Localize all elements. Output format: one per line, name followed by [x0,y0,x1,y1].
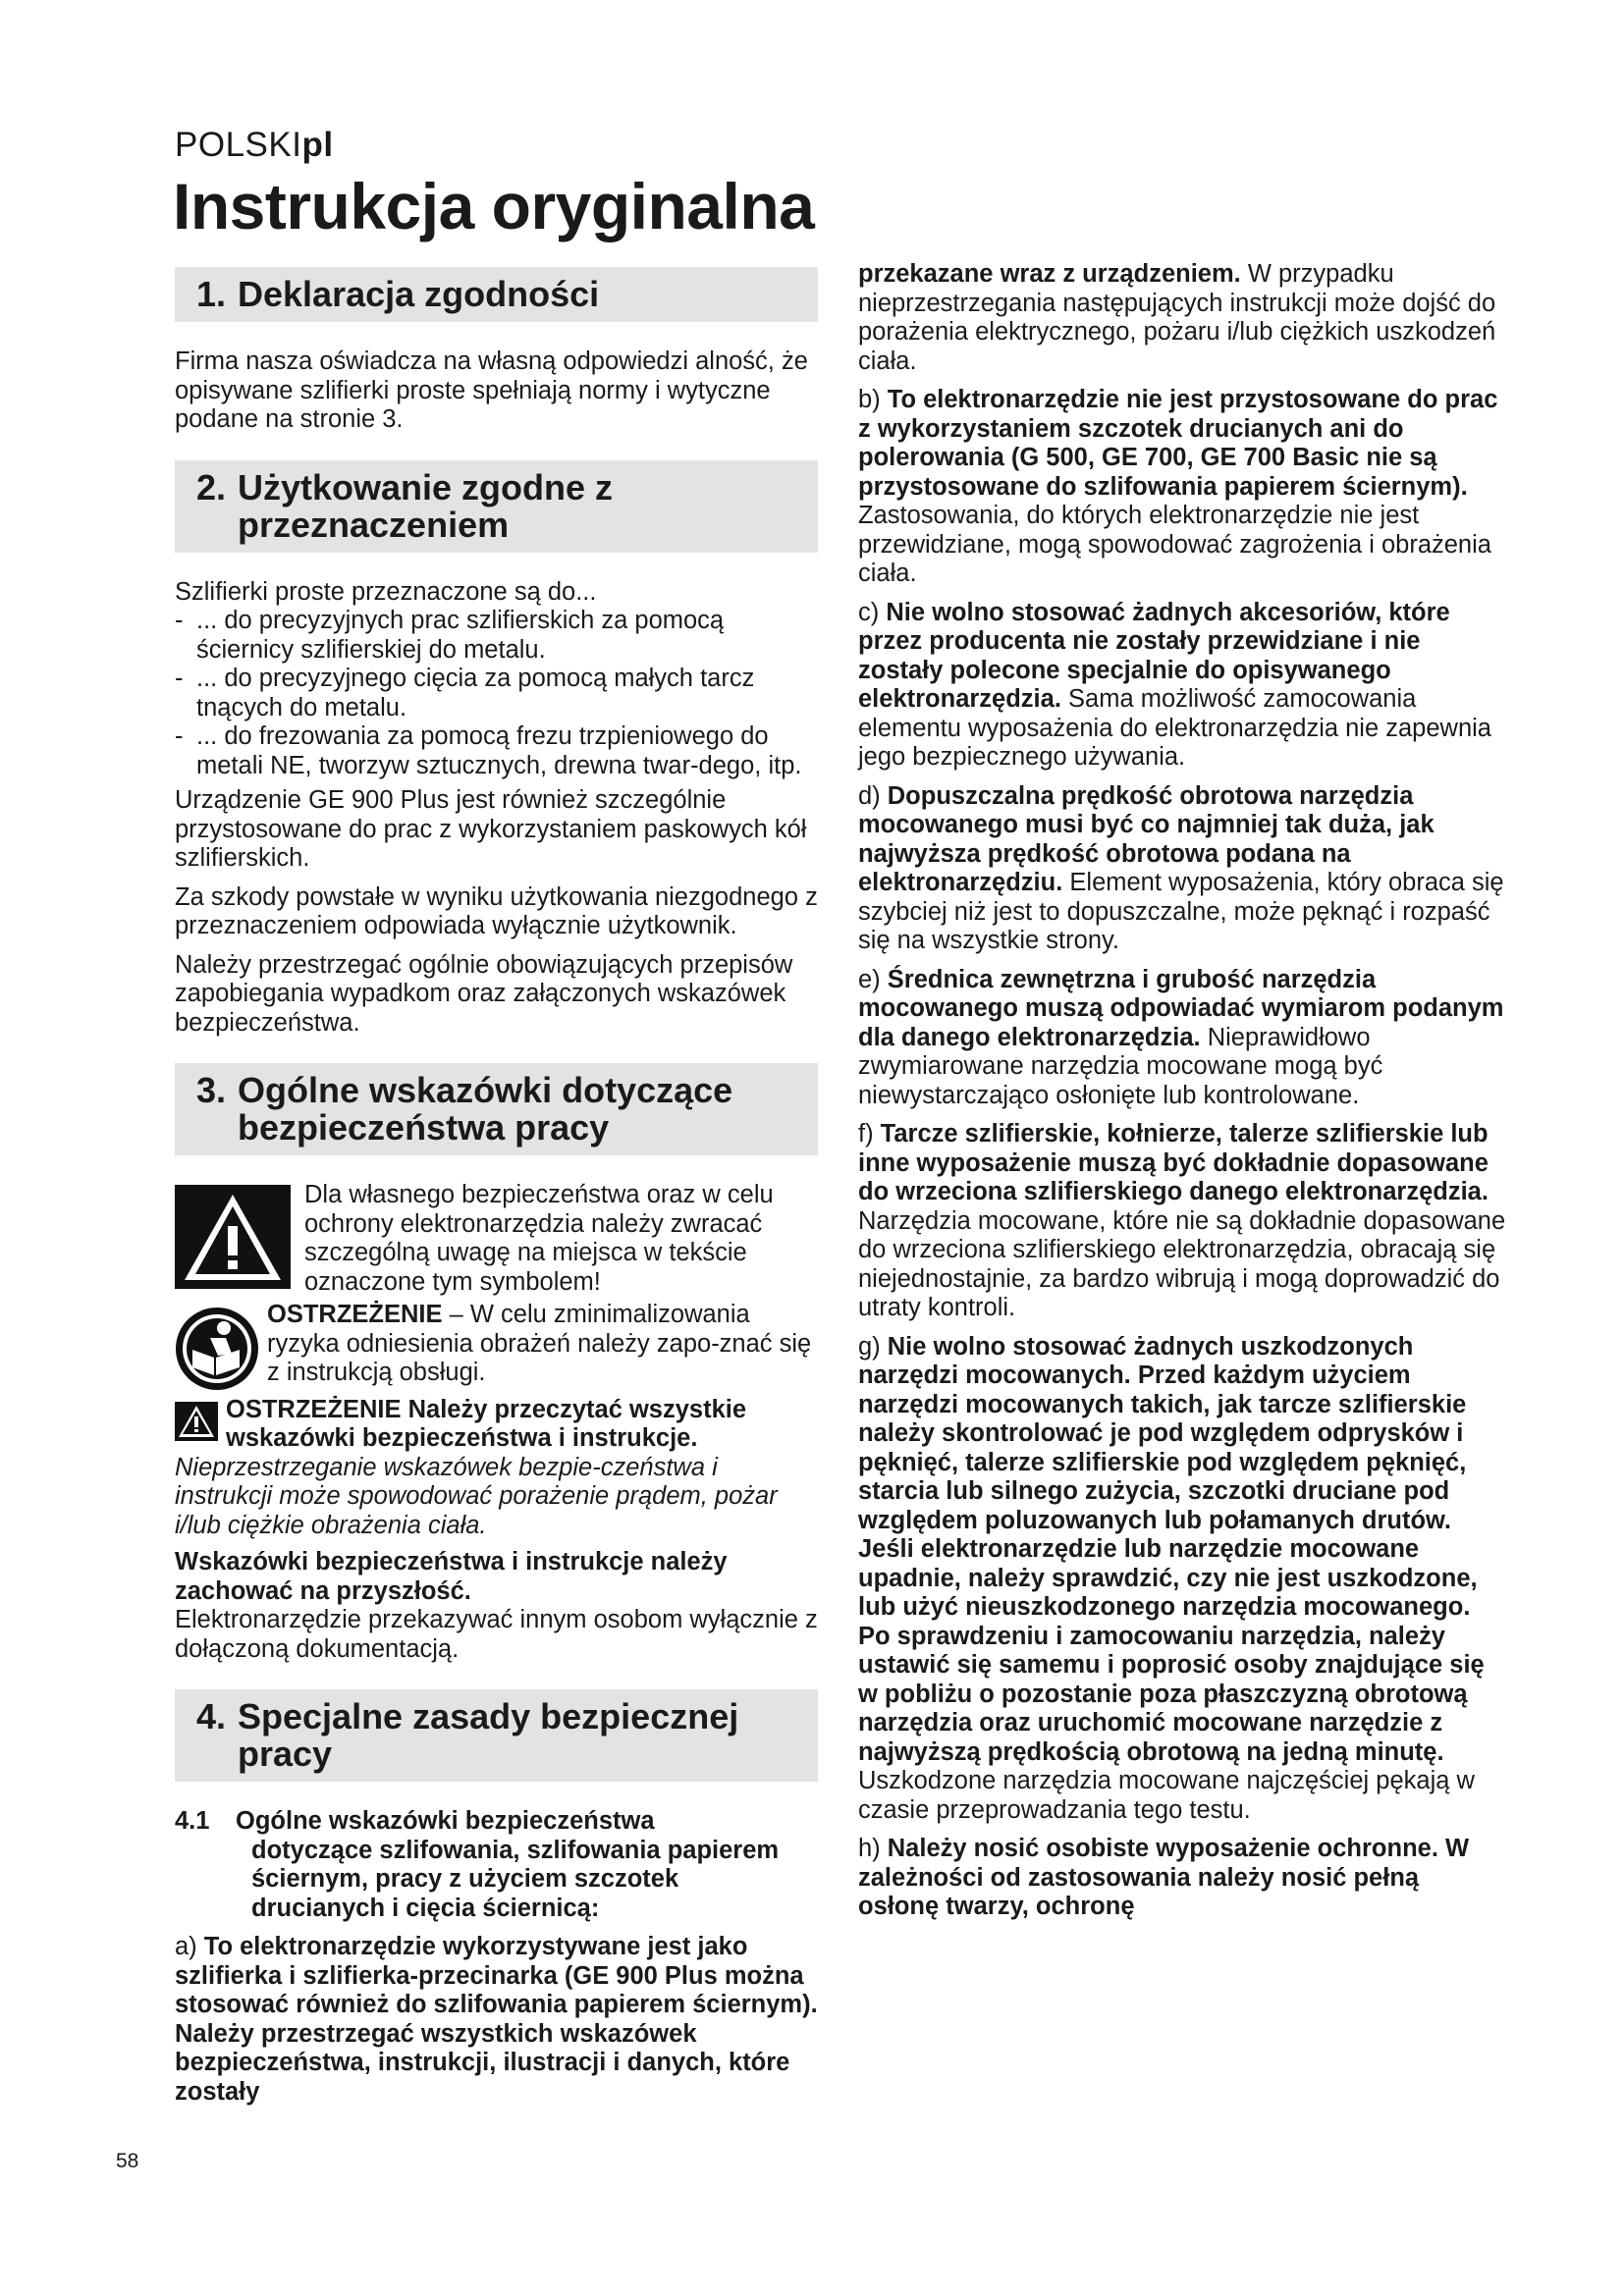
list-item-text: - ... do precyzyjnego cięcia za pomocą małych tarcz tnących do metalu. [196,665,755,721]
rule-a [175,1933,818,2107]
read-manual-warning [175,1301,818,1388]
rule-a-continued [858,260,1506,376]
section-title-continued: przeznaczeniem [238,504,510,545]
page-number: 58 [116,2150,139,2172]
warning-triangle-icon [175,1185,291,1297]
list-item [175,665,818,722]
rule-bold-text: Tarcze szlifierskie, kołnierze, talerze szlifierskie lub inne wyposażenie muszą być dokładnie dopasowane do wrzeciona szlifierskiego danego elektronarzędzia. [858,1120,1489,1205]
warning-bold-text: OSTRZEŻENIE Należy przeczytać wszystkie wskazówki bezpieczeństwa i instrukcje. [226,1395,747,1452]
rule-bold-text: Nie wolno stosować żadnych akcesoriów, które przez producenta nie zostały przewidziane i nie zostały polecone specjalnie do opisywanego elektronarzędzia. [858,598,1450,713]
rule-text: W przypadku nieprzestrzegania następujących instrukcji może dojść do porażenia elektrycznego, pożaru i/lub ciężkich uszkodzeń ciała. [858,260,1496,375]
section-number: 2. [196,466,227,507]
list-item [175,607,818,665]
section-title: Deklaracja zgodności [238,274,600,314]
subsection-title: Ogólne wskazówki bezpieczeństwa [236,1807,655,1835]
rule-bold-text: Dopuszczalna prędkość obrotowa narzędzia mocowanego musi być co najmniej tak duża, jak najwyższa prędkość obrotowa podana na elektronarzędziu. [858,781,1435,896]
rule-bold-text: To elektronarzędzie wykorzystywane jest jako szlifierka i szlifierka-przecinarka (GE 900 Plus można stosować również do szlifowania papierem ściernym). Należy przestrzegać wszystkich wskazówek bezpieczeństwa, instrukcji, ilustracji i danych, które zostały [175,1933,818,2106]
section-title: Specjalne zasady bezpiecznej [238,1696,739,1736]
rule-label: b) [858,386,888,413]
rule-bold-text: To elektronarzędzie nie jest przystosowane do prac z wykorzystaniem szczotek drucianych ani do polerowania (G 500, GE 700, GE 700 Basic nie są przystosowane do szlifowania papierem ściernym). [858,386,1498,501]
intended-use-intro: Szlifierki proste przeznaczone są do... [175,577,597,606]
read-manual-text [267,1301,818,1388]
language-code: pl [301,126,334,164]
warning-text: – W celu zminimalizowania ryzyka odniesienia obrażeń należy zapo-znać się z instrukcją obsługi. [267,1301,812,1386]
rule-label: f) [858,1120,881,1148]
rule-f [858,1120,1506,1323]
rule-g [858,1333,1506,1826]
warning-triangle-small-icon [175,1402,218,1449]
subsection-4-1-heading [175,1807,818,1923]
rule-text: Sama możliwość zamocowania elementu wyposażenia do elektronarzędzia nie zapewnia jego bezpiecznego używania. [858,685,1491,771]
section-1-heading [175,267,818,322]
rule-label: h) [858,1835,888,1862]
language-label [175,126,334,165]
list-item-text: - ... do precyzyjnych prac szlifierskich za pomocą ściernicy szlifierskiej do metalu. [196,607,725,664]
section-2-heading [175,460,818,553]
rule-text: Nieprawidłowo zwymiarowane narzędzia mocowane mogą być niewystarczająco osłonięte lub kontrolowane. [858,1023,1383,1109]
warning-label: OSTRZEŻENIE [267,1301,443,1328]
rule-label: e) [858,965,888,993]
read-manual-icon [175,1307,259,1399]
section-title-continued: bezpieczeństwa pracy [238,1107,610,1148]
section-number: 3. [196,1070,227,1110]
paragraph: Urządzenie GE 900 Plus jest również szczególnie przystosowane do prac z wykorzystaniem paskowych kół szlifierskich. [175,786,807,872]
language-name: POLSKI [175,126,302,164]
left-column [175,267,818,2116]
section-4-heading [175,1689,818,1782]
keep-instructions [175,1548,818,1664]
rule-text: Narzędzia mocowane, które nie są dokładnie dopasowane do wrzeciona szlifierskiego elektronarzędzia, obracają się niejednostajnie, za bardzo wibrują i mogą doprowadzić do utraty kontroli. [858,1206,1506,1321]
section-title: Użytkowanie zgodne z [238,466,614,507]
declaration-text: Firma nasza oświadcza na własną odpowiedzi alność, że opisywane szlifierki proste spełniają normy i wytyczne podane na stronie 3. [175,347,808,433]
rule-label: g) [858,1332,888,1361]
rule-label: a) [175,1933,204,1960]
rule-e [858,966,1506,1111]
section-3-heading [175,1063,818,1155]
section-number: 1. [196,274,227,314]
warning-italic-text: Nieprzestrzeganie wskazówek bezpie-czeństwa i instrukcji może spowodować porażenie prądem, pożar i/lub ciężkie obrażenia ciała. [175,1453,778,1539]
rule-b [858,386,1506,589]
keep-instructions-text: Elektronarzędzie przekazywać innym osobom wyłącznie z dołączoną dokumentacją. [175,1606,818,1663]
rule-label: d) [858,781,888,810]
rule-c [858,599,1506,773]
rule-bold-text: Średnica zewnętrzna i grubość narzędzia mocowanego muszą odpowiadać wymiarom podanym dla danego elektronarzędzia. [858,965,1504,1051]
right-column [858,260,1506,1932]
rule-bold-text: Nie wolno stosować żadnych uszkodzonych narzędzi mocowanych. Przed każdym użyciem narzędzi mocowanych takich, jak tarcze szlifierskie należy skontrolować je pod względem odprysków i pęknięć, talerze szlifierskie pod względem pęknięć, starcia lub silnego zużycia, szczotki druciane pod względem poluzowanych lub połamanych drutów. Jeśli elektronarzędzie lub narzędzie mocowane upadnie, należy sprawdzić, czy nie jest uszkodzone, lub użyć nieuszkodzonego narzędzia mocowanego. Po sprawdzeniu i zamocowaniu narzędzia, należy ustawić się samemu i poprosić osoby znajdujące się w pobliżu o pozostanie poza płaszczyzną obrotową narzędzia oraz uruchomić mocowane narzędzie z najwyższą prędkością obrotową na jedną minutę. [858,1332,1485,1766]
warning-symbol-note [175,1181,818,1297]
subsection-number: 4.1 [175,1807,210,1835]
rule-text: Zastosowania, do których elektronarzędzie nie jest przewidziane, mogą spowodować zagrożenia i obrażenia ciała. [858,502,1491,587]
section-title-continued: pracy [238,1734,333,1774]
keep-instructions-bold: Wskazówki bezpieczeństwa i instrukcje należy zachować na przyszłość. [175,1548,728,1605]
read-instructions-warning [175,1396,818,1541]
rule-text: Uszkodzone narzędzia mocowane najczęściej pękają w czasie przeprowadzania tego testu. [858,1767,1475,1824]
rule-d [858,782,1506,956]
rule-bold-text: Należy nosić osobiste wyposażenie ochronne. W zależności od zastosowania należy nosić pełną osłonę twarzy, ochronę [858,1835,1470,1920]
rule-h [858,1835,1506,1922]
list-item-text: - ... do frezowania za pomocą frezu trzpieniowego do metali NE, tworzyw sztucznych, drewna twar-dego, itp. [196,722,802,779]
section-title: Ogólne wskazówki dotyczące [238,1070,733,1110]
subsection-title-continued: dotyczące szlifowania, szlifowania papierem ściernym, pracy z użyciem szczotek drucianych i cięcia ściernicą: [251,1836,780,1922]
rule-bold-text: przekazane wraz z urządzeniem. [858,260,1241,288]
page-title: Instrukcja oryginalna [173,170,815,242]
rule-label: c) [858,598,887,626]
paragraph: Za szkody powstałe w wyniku użytkowania niezgodnego z przeznaczeniem odpowiada wyłącznie użytkownik. [175,882,818,939]
list-item [175,722,818,780]
intended-use-list [175,607,818,780]
warning-symbol-text: Dla własnego bezpieczeństwa oraz w celu ochrony elektronarzędzia należy zwracać szczególną uwagę na miejsca w tekście oznaczone tym symbolem! [304,1181,774,1296]
paragraph: Należy przestrzegać ogólnie obowiązujących przepisów zapobiegania wypadkom oraz załączonych wskazówek bezpieczeństwa. [175,950,793,1037]
section-number: 4. [196,1696,227,1736]
rule-text: Element wyposażenia, który obraca się szybciej niż jest to dopuszczalne, może pęknąć i rozpaść się na wszystkie strony. [858,869,1504,954]
